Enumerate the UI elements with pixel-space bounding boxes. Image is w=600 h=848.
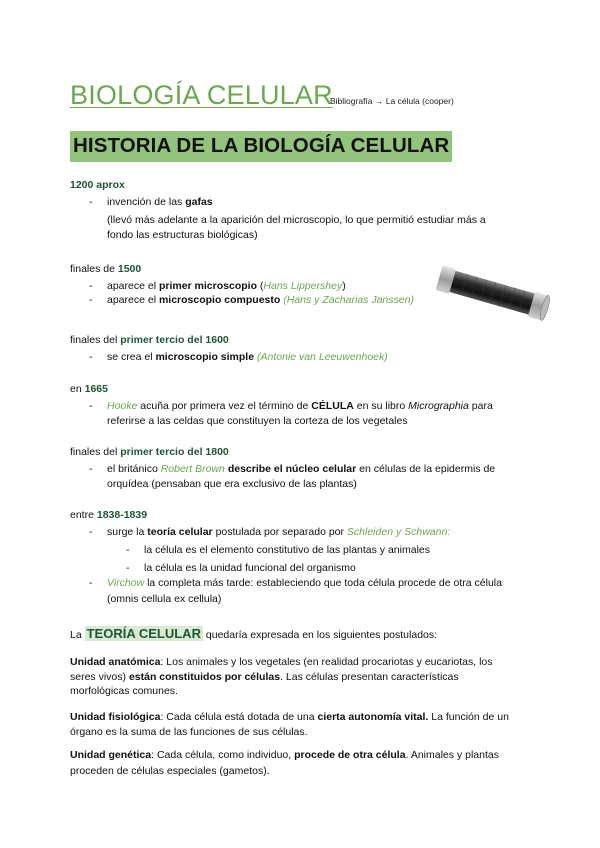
postulate-anatomica-line-1: Unidad anatómica: Los animales y los vegetales (en realidad procariotas y eucariotas, los <box>70 656 493 668</box>
postulate-anatomica-line-2: seres vivos) están constituidos por células. Las células presentan características <box>70 671 459 683</box>
event-hooke: Hooke acuña por primera vez el término de CÉLULA en su libro Micrographia para <box>107 400 493 412</box>
bullet-dash: - <box>89 577 93 589</box>
bullet-dash: - <box>89 294 93 306</box>
event-robert-brown: el británico Robert Brown describe el núcleo celular en células de la epidermis de <box>107 463 496 475</box>
bullet-dash: - <box>89 351 93 363</box>
date-1200: 1200 aprox <box>70 179 125 191</box>
page-title: BIOLOGÍA CELULAR <box>70 80 333 110</box>
postulate-genetica-line-2: proceden de células especiales (gametos). <box>70 765 270 777</box>
theory-highlight: TEORÍA CELULAR <box>86 626 201 641</box>
bullet-dash: - <box>126 562 130 574</box>
note-line-2: fondo las estructuras biológicas) <box>107 229 258 241</box>
date-line-1600: finales del primer tercio del 1600 <box>70 334 229 346</box>
event-virchow: Virchow la completa más tarde: estableciendo que toda célula procede de otra célula <box>107 577 502 589</box>
microscope-tube-image <box>433 258 553 328</box>
date-line-1500: finales de 1500 <box>70 263 142 275</box>
event-primer-microscopio: aparece el primer microscopio (Hans Lippershey) <box>107 280 346 292</box>
sub-point-2: la célula es la unidad funcional del organismo <box>144 562 356 574</box>
date-line-1838: entre 1838-1839 <box>70 509 148 521</box>
date-line-1665: en 1665 <box>70 383 108 395</box>
event-microscopio-compuesto: aparece el microscopio compuesto (Hans y Zacharias Janssen) <box>107 294 414 306</box>
date-line-1800: finales del primer tercio del 1800 <box>70 446 229 458</box>
bullet-dash: - <box>89 280 93 292</box>
event-microscopio-simple: se crea el microscopio simple (Antonie van Leeuwenhoek) <box>107 351 388 363</box>
event-virchow-line-2: (omnis cellula ex cellula) <box>107 593 222 605</box>
postulate-fisiologica-line-1: Unidad fisiológica: Cada célula está dotada de una cierta autonomía vital. La función de un <box>70 711 509 723</box>
event-gafas: invención de las gafas <box>107 196 213 208</box>
bibliography-note: Bibliografía → La célula (cooper) <box>330 96 454 106</box>
theory-intro: La TEORÍA CELULAR quedaría expresada en los siguientes postulados: <box>70 626 438 641</box>
postulate-fisiologica-line-2: órgano es la suma de las funciones de sus células. <box>70 726 308 738</box>
event-robert-brown-line-2: orquídea (pensaban que era exclusivo de las plantas) <box>107 478 357 490</box>
event-hooke-line-2: referirse a las celdas que constituyen la corteza de los vegetales <box>107 415 408 427</box>
event-teoria-celular: surge la teoría celular postulada por separado por Schleiden y Schwann: <box>107 526 451 538</box>
bullet-dash: - <box>89 463 93 475</box>
bullet-dash: - <box>89 400 93 412</box>
bullet-dash: - <box>89 526 93 538</box>
postulate-genetica-line-1: Unidad genética: Cada célula, como individuo, procede de otra célula. Animales y plantas <box>70 749 499 761</box>
bullet-dash: - <box>89 196 93 208</box>
sub-point-1: la célula es el elemento constitutivo de las plantas y animales <box>144 544 430 556</box>
postulate-anatomica-line-3: morfológicas comunes. <box>70 685 178 697</box>
bullet-dash: - <box>126 544 130 556</box>
note-line-1: (llevó más adelante a la aparición del microscopio, lo que permitió estudiar más a <box>107 214 486 226</box>
section-title: HISTORIA DE LA BIOLOGÍA CELULAR <box>70 131 452 162</box>
